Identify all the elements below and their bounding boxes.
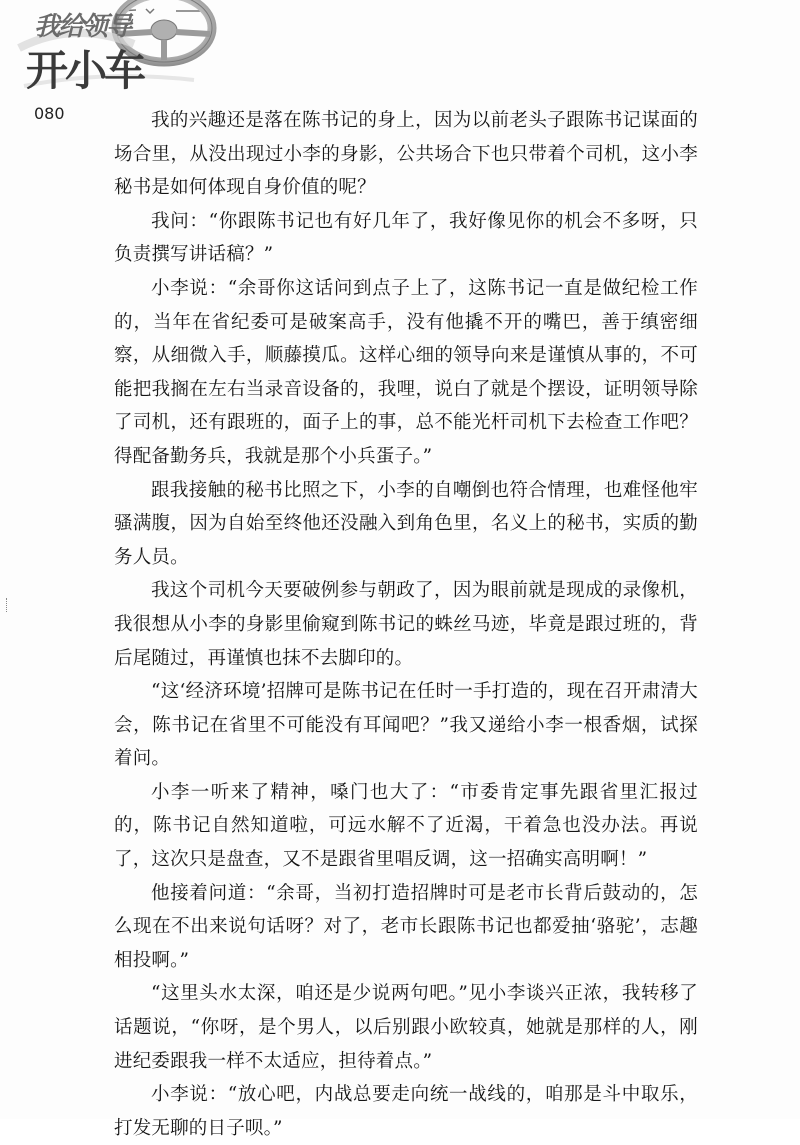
margin-mark <box>6 598 9 612</box>
book-title-logo <box>14 0 219 98</box>
paragraph: “这里头水太深，咱还是少说两句吧。”见小李谈兴正浓，我转移了话题说，“你呀，是个男人，以后别跟小欧较真，她就是那样的人，刚进纪委跟我一样不太适应，担待着点。” <box>114 983 698 1072</box>
paragraph: 我的兴趣还是落在陈书记的身上，因为以前老头子跟陈书记谋面的场合里，从没出现过小李的身影，公共场合下也只带着个司机，这小李秘书是如何体现自身价值的呢？ <box>114 110 698 199</box>
logo-title-line1: 我给领导 <box>34 12 131 42</box>
paragraph: 我问：“你跟陈书记也有好几年了，我好像见你的机会不多呀，只负责撰写讲话稿？” <box>114 210 698 266</box>
paragraph: 跟我接触的秘书比照之下，小李的自嘲倒也符合情理，也难怪他牢骚满腹，因为自始至终他还没融入到角色里，名义上的秘书，实质的勤务人员。 <box>114 479 698 568</box>
logo-title-line2: 开小车 <box>26 46 144 95</box>
paragraph: 小李说：“余哥你这话问到点子上了，这陈书记一直是做纪检工作的，当年在省纪委可是破案高手，没有他撬不开的嘴巴，善于缜密细察，从细微入手，顺藤摸瓜。这样心细的领导向来是谨慎从事的，不可能把我搁在左右当录音设备的，我哩，说白了就是个摆设，证明领导除了司机，还有跟班的，面子上的事，总不能光杆司机下去检查工作吧？得配备勤务兵，我就是那个小兵蛋子。” <box>114 277 698 467</box>
page-number: 080 <box>34 104 65 123</box>
body-text <box>114 104 698 1145</box>
paragraph: “这‘经济环境’招牌可是陈书记在任时一手打造的，现在召开肃清大会，陈书记在省里不可能没有耳闻吧？”我又递给小李一根香烟，试探着问。 <box>114 681 698 770</box>
paragraph: 小李一听来了精神，嗓门也大了：“市委肯定事先跟省里汇报过的，陈书记自然知道啦，可远水解不了近渴，干着急也没办法。再说了，这次只是盘查，又不是跟省里唱反调，这一招确实高明啊！” <box>114 781 698 871</box>
paragraph: 我这个司机今天要破例参与朝政了，因为眼前就是现成的录像机，我很想从小李的身影里偷窥到陈书记的蛛丝马迹，毕竟是跟过班的，背后尾随过，再谨慎也抹不去脚印的。 <box>114 580 698 669</box>
paragraph: 小李说：“放心吧，内战总要走向统一战线的，咱那是斗中取乐，打发无聊的日子呗。” <box>114 1084 698 1139</box>
paragraph: 他接着问道：“余哥，当初打造招牌时可是老市长背后鼓动的，怎么现在不出来说句话呀？对了，老市长跟陈书记也都爱抽‘骆驼’，志趣相投啊。” <box>114 882 698 971</box>
